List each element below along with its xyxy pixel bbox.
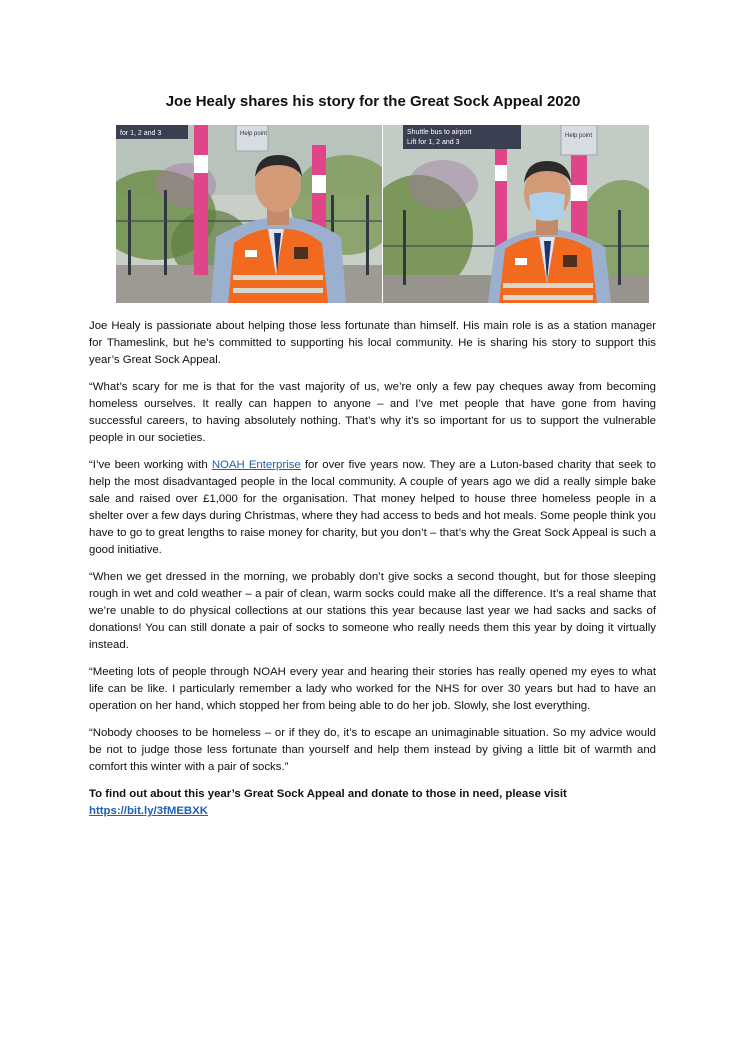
right-photo-top-sign: Shuttle bus to airport [407,129,472,136]
left-photo-top-sign: for 1, 2 and 3 [120,130,162,137]
photo-pair [116,125,649,303]
document-title: Joe Healy shares his story for the Great Sock Appeal 2020 [165,93,581,110]
left-photo-help-point: Help point [240,131,268,137]
paragraph-homelessness-risk: “What’s scary for me is that for the vast majority of us, we’re only a few pay cheques away from becoming homeless ourselves. It really can happen to anyone – and I’ve met people that have gone from having successful careers, to having absolutely nothing. That’s why it’s so important for us to support the vulnerable people in our societies. [89,381,656,444]
paragraph-noah-after: for over five years now. They are a Luton-based charity that seek to help the most disadvantaged people in the local community. A couple of years ago we did a really simple bake sale and raised over £1,000 for the organisation. That money helped to house three homeless people in a shelter over a few days during Christmas, where they had access to beds and hot meals. Some people think you have to go to great lengths to raise money for charity, but you don’t – that’s why the Great Sock Appeal is such a good initiative. [89,459,656,556]
right-photo-help-point: Help point [565,133,593,139]
paragraph-nhs-story: “Meeting lots of people through NOAH every year and hearing their stories has really opened my eyes to what life can be like. I particularly remember a lady who worked for the NHS for over 30 years but had to have an operation on her hand, which stopped her from being able to do her job. Slowly, she lost everything. [89,666,656,712]
paragraph-noah-enterprise [89,457,656,559]
article-body [89,318,656,830]
paragraph-advice: “Nobody chooses to be homeless – or if they do, it’s to escape an unimaginable situation. So my advice would be not to judge those less fortunate than yourself and help them instead by giving a little bit of warmth and comfort this winter with a pair of socks.” [89,727,656,773]
photo-joe-healy-masked [383,125,649,303]
cta-donate-link[interactable]: https://bit.ly/3fMEBXK [89,805,208,817]
call-to-action [89,786,656,820]
noah-enterprise-link[interactable]: NOAH Enterprise [211,459,301,471]
paragraph-noah-before: “I’ve been working with [89,459,212,471]
paragraph-intro: Joe Healy is passionate about helping those less fortunate than himself. His main role is as a station manager for Thameslink, but he’s committed to supporting his local community. He is sharing his story to support this year’s Great Sock Appeal. [89,320,656,366]
cta-text: To find out about this year’s Great Sock Appeal and donate to those in need, please visit [89,788,567,800]
right-photo-sub-sign: Lift for 1, 2 and 3 [407,139,460,146]
paragraph-socks: “When we get dressed in the morning, we probably don’t give socks a second thought, but for those sleeping rough in wet and cold weather – a pair of clean, warm socks could make all the difference. It’s a real shame that we’re unable to do physical collections at our stations this year because last year we had sacks and sacks of donations! You can still donate a pair of socks to someone who really needs them this year by doing it virtually instead. [89,571,656,651]
photo-joe-healy-unmasked [116,125,382,303]
